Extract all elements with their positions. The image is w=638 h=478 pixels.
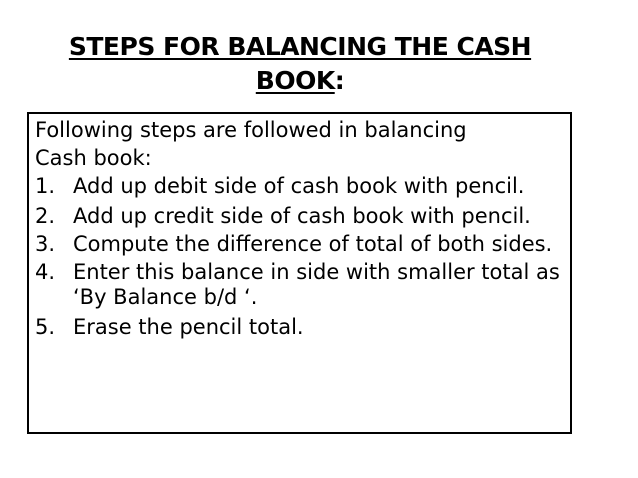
list-item bbox=[35, 313, 564, 341]
step-number: 1. bbox=[35, 174, 56, 198]
list-item bbox=[35, 260, 564, 310]
step-text: Add up debit side of cash book with pencil. bbox=[73, 174, 525, 198]
intro-line-1: Following steps are followed in balancing bbox=[35, 118, 467, 142]
step-text: Compute the difference of total of both sides. bbox=[73, 232, 553, 256]
intro-text bbox=[35, 116, 564, 172]
steps-list bbox=[35, 172, 564, 341]
slide-title-part2: BOOK bbox=[255, 66, 335, 95]
step-text: Add up credit side of cash book with pencil. bbox=[73, 204, 531, 228]
step-number: 5. bbox=[35, 315, 56, 339]
step-number: 3. bbox=[35, 232, 56, 256]
step-text: Erase the pencil total. bbox=[73, 315, 304, 339]
step-text: Enter this balance in side with smaller total as ‘By Balance b/d ‘. bbox=[73, 260, 560, 309]
step-number: 2. bbox=[35, 204, 56, 228]
list-item bbox=[35, 202, 564, 230]
step-number: 4. bbox=[35, 260, 56, 284]
slide-title-colon: : bbox=[334, 66, 345, 95]
slide-title-part1: STEPS FOR BALANCING THE CASH bbox=[68, 32, 532, 61]
list-item bbox=[35, 172, 564, 200]
list-item bbox=[35, 232, 564, 257]
intro-line-2: Cash book: bbox=[35, 146, 152, 170]
slide-title bbox=[40, 30, 560, 98]
content-box bbox=[27, 112, 572, 434]
